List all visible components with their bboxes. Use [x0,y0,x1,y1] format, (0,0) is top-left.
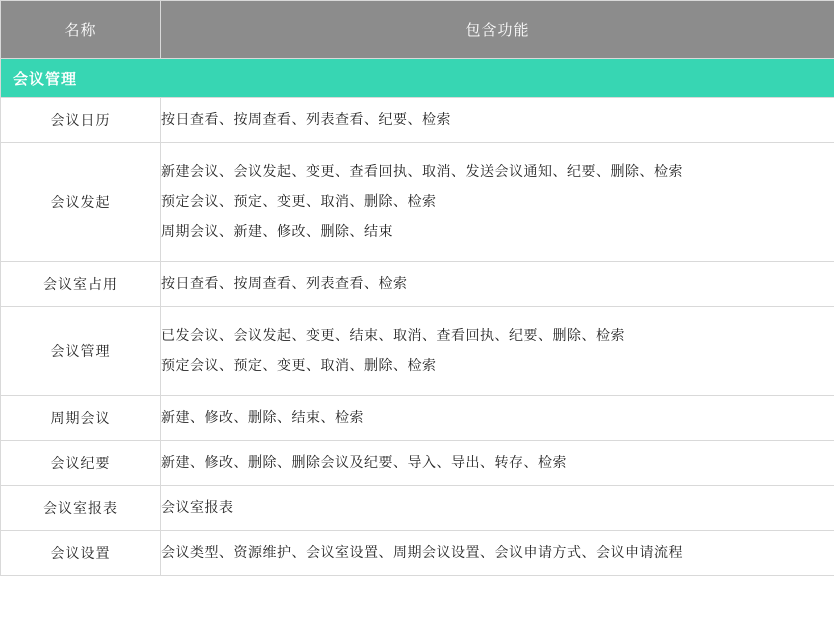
row-functions [161,441,834,486]
function-line: 会议室报表 [161,500,234,516]
table-row [1,486,834,531]
row-functions [161,531,834,576]
row-name: 会议设置 [1,531,161,576]
function-line: 周期会议、新建、修改、删除、结束 [161,224,393,240]
row-functions [161,262,834,307]
column-header-name: 名称 [1,1,161,59]
function-line: 新建、修改、删除、结束、检索 [161,410,364,426]
row-name: 会议室占用 [1,262,161,307]
table-row [1,531,834,576]
table-header [1,1,834,59]
section-label: 会议管理 [1,59,834,98]
row-functions [161,307,834,396]
row-name: 会议管理 [1,307,161,396]
section-row [1,59,834,98]
table-row [1,143,834,262]
table-row [1,98,834,143]
row-functions [161,143,834,262]
function-line: 按日查看、按周查看、列表查看、纪要、检索 [161,112,451,128]
function-line: 已发会议、会议发起、变更、结束、取消、查看回执、纪要、删除、检索 [161,328,625,344]
table-row [1,441,834,486]
function-line: 新建、修改、删除、删除会议及纪要、导入、导出、转存、检索 [161,455,567,471]
function-line: 会议类型、资源维护、会议室设置、周期会议设置、会议申请方式、会议申请流程 [161,545,683,561]
table-row [1,396,834,441]
row-functions [161,486,834,531]
row-name: 会议发起 [1,143,161,262]
row-functions [161,98,834,143]
function-line: 预定会议、预定、变更、取消、删除、检索 [161,358,437,374]
table-row [1,262,834,307]
function-line: 预定会议、预定、变更、取消、删除、检索 [161,194,437,210]
function-line: 新建会议、会议发起、变更、查看回执、取消、发送会议通知、纪要、删除、检索 [161,164,683,180]
row-name: 周期会议 [1,396,161,441]
table-body [1,59,834,576]
row-name: 会议纪要 [1,441,161,486]
function-line: 按日查看、按周查看、列表查看、检索 [161,276,408,292]
table-header-row [1,1,834,59]
column-header-functions: 包含功能 [161,1,834,59]
row-functions [161,396,834,441]
row-name: 会议日历 [1,98,161,143]
row-name: 会议室报表 [1,486,161,531]
table-row [1,307,834,396]
